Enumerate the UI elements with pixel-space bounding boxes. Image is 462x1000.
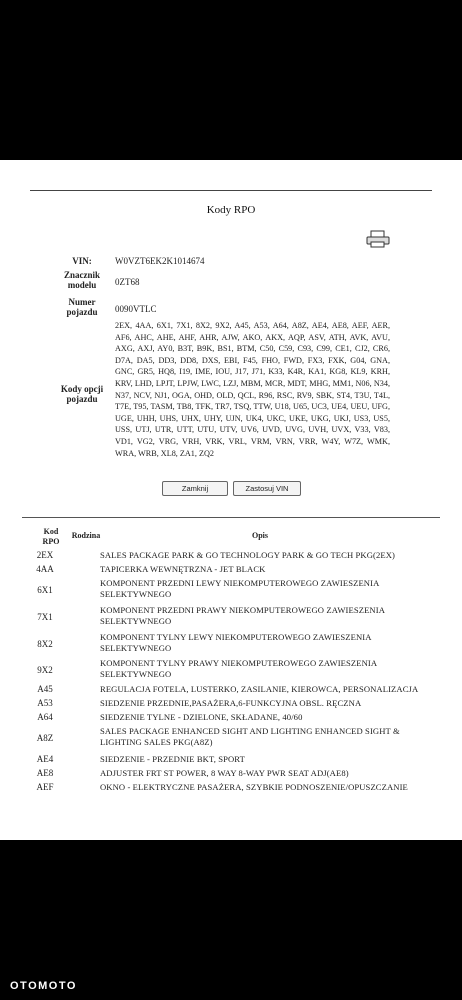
row-description: OKNO - ELEKTRYCZNE PASAŻERA, SZYBKIE PODNOSZENIE/OPUSZCZANIE — [100, 782, 408, 792]
otomoto-watermark-logo: OTOMOTO — [10, 980, 77, 992]
row-description: SIEDZENIE PRZEDNIE,PASAŻERA,6-FUNKCYJNA OBSL. RĘCZNA — [100, 698, 362, 708]
row-description: KOMPONENT PRZEDNI LEWY NIEKOMPUTEROWEGO ZAWIESZENIA SELEKTYWNEGO — [100, 578, 379, 599]
document-page — [0, 160, 462, 840]
row-code: AE8 — [36, 768, 54, 778]
row-description: REGULACJA FOTELA, LUSTERKO, ZASILANIE, KIEROWCA, PERSONALIZACJA — [100, 684, 419, 694]
col-header-code: Kod RPO — [42, 527, 60, 546]
vin-label: VIN: — [72, 256, 92, 266]
row-description: SALES PACKAGE PARK & GO TECHNOLOGY PARK & GO TECH PKG(2EX) — [100, 550, 395, 560]
row-description: ADJUSTER FRT ST POWER, 8 WAY 8-WAY PWR SEAT ADJ(AE8) — [100, 768, 349, 778]
document-title: Kody RPO — [206, 204, 256, 216]
top-rule — [30, 190, 432, 191]
close-button[interactable]: Zamknij — [162, 481, 228, 496]
col-header-description: Opis — [251, 531, 268, 540]
vin-value: W0VZT6EK2K1014674 — [115, 256, 205, 266]
vehicle-number-value: 0090VTLC — [115, 304, 157, 314]
row-code: 9X2 — [37, 665, 53, 675]
row-code: 6X1 — [37, 585, 53, 595]
table-top-rule — [22, 517, 440, 518]
model-value: 0ZT68 — [115, 277, 140, 287]
vehicle-number-label: Numer pojazdu — [66, 297, 98, 317]
row-code: 2EX — [36, 550, 54, 560]
row-description: SIEDZENIE - PRZEDNIE BKT, SPORT — [100, 754, 245, 764]
row-code: 7X1 — [37, 612, 53, 622]
row-description: KOMPONENT PRZEDNI PRAWY NIEKOMPUTEROWEGO ZAWIESZENIA SELEKTYWNEGO — [100, 605, 385, 626]
row-code: A64 — [37, 712, 53, 722]
row-description: KOMPONENT TYLNY LEWY NIEKOMPUTEROWEGO ZAWIESZENIA SELEKTYWNEGO — [100, 632, 372, 653]
row-code: 8X2 — [37, 639, 53, 649]
option-codes-list: 2EX, 4AA, 6X1, 7X1, 8X2, 9X2, A45, A53, A64, A8Z, AE4, AE8, AEF, AER, AF6, AHC, AHE, AHF, AHR, AJW, AKO, AKX, AQP, ASV, ATH, AVK, AVU, AXG, AXJ, AY0, B3T, B9K, BS1, BTM, C50, C59, C93, C99, CE1, CJ2, CR6, D7A, DA5, DD3, DD8, DXS, EBI, F45, FHO, FWD, FX3, FXK, G04, GNA, GNC, GR5, HQ8, I19, IME, IOU, J17, J71, K33, K4R, KA1, KG8, KL9, KRH, KRV, LHD, LPJT, LPJW, LWC, LZJ, MBM, MCR, MDT, MHG, MM1, N06, N34, N37, NCV, NJ1, OGA, OHD, OLD, QCL, R96, RSC, RV9, SBK, ST4, T3U, T4L, T7E, T95, TASM, TB8, TFK, TR7, TSQ, TTW, U18, U65, UC3, UE4, UEU, UFG, UGE, UHH, UHS, UHX, UHY, UJN, UK4, UKC, UKE, UKG, UKJ, US3, US5, USS, UTJ, UTR, UTT, UTU, UTV, UV6, UVD, UVG, UVH, UVX, V33, V83, VD1, VG2, VRG, VRH, VRK, VRL, VRM, VRN, VRR, W4Y, W7Z, WMK, WRA, WRB, XL8, ZA1, ZQ2 — [115, 321, 390, 458]
apply-vin-button[interactable]: Zastosuj VIN — [233, 481, 301, 496]
row-description: SIEDZENIE TYLNE - DZIELONE, SKŁADANE, 40/60 — [100, 712, 303, 722]
model-label: Znacznik modelu — [63, 270, 100, 290]
option-codes-label: Kody opcji pojazdu — [60, 384, 104, 404]
row-description: TAPICERKA WEWNĘTRZNA - JET BLACK — [100, 564, 266, 574]
col-header-family: Rodzina — [71, 531, 101, 540]
row-code: AE4 — [36, 754, 54, 764]
row-code: A8Z — [36, 733, 54, 743]
row-code: AEF — [36, 782, 54, 792]
printer-icon[interactable] — [366, 230, 390, 248]
row-code: A45 — [37, 684, 53, 694]
row-description: KOMPONENT TYLNY PRAWY NIEKOMPUTEROWEGO ZAWIESZENIA SELEKTYWNEGO — [100, 658, 377, 679]
row-code: 4AA — [36, 564, 54, 574]
row-code: A53 — [37, 698, 53, 708]
row-description: SALES PACKAGE ENHANCED SIGHT AND LIGHTING ENHANCED SIGHT & LIGHTING SALES PKG(A8Z) — [100, 726, 400, 747]
